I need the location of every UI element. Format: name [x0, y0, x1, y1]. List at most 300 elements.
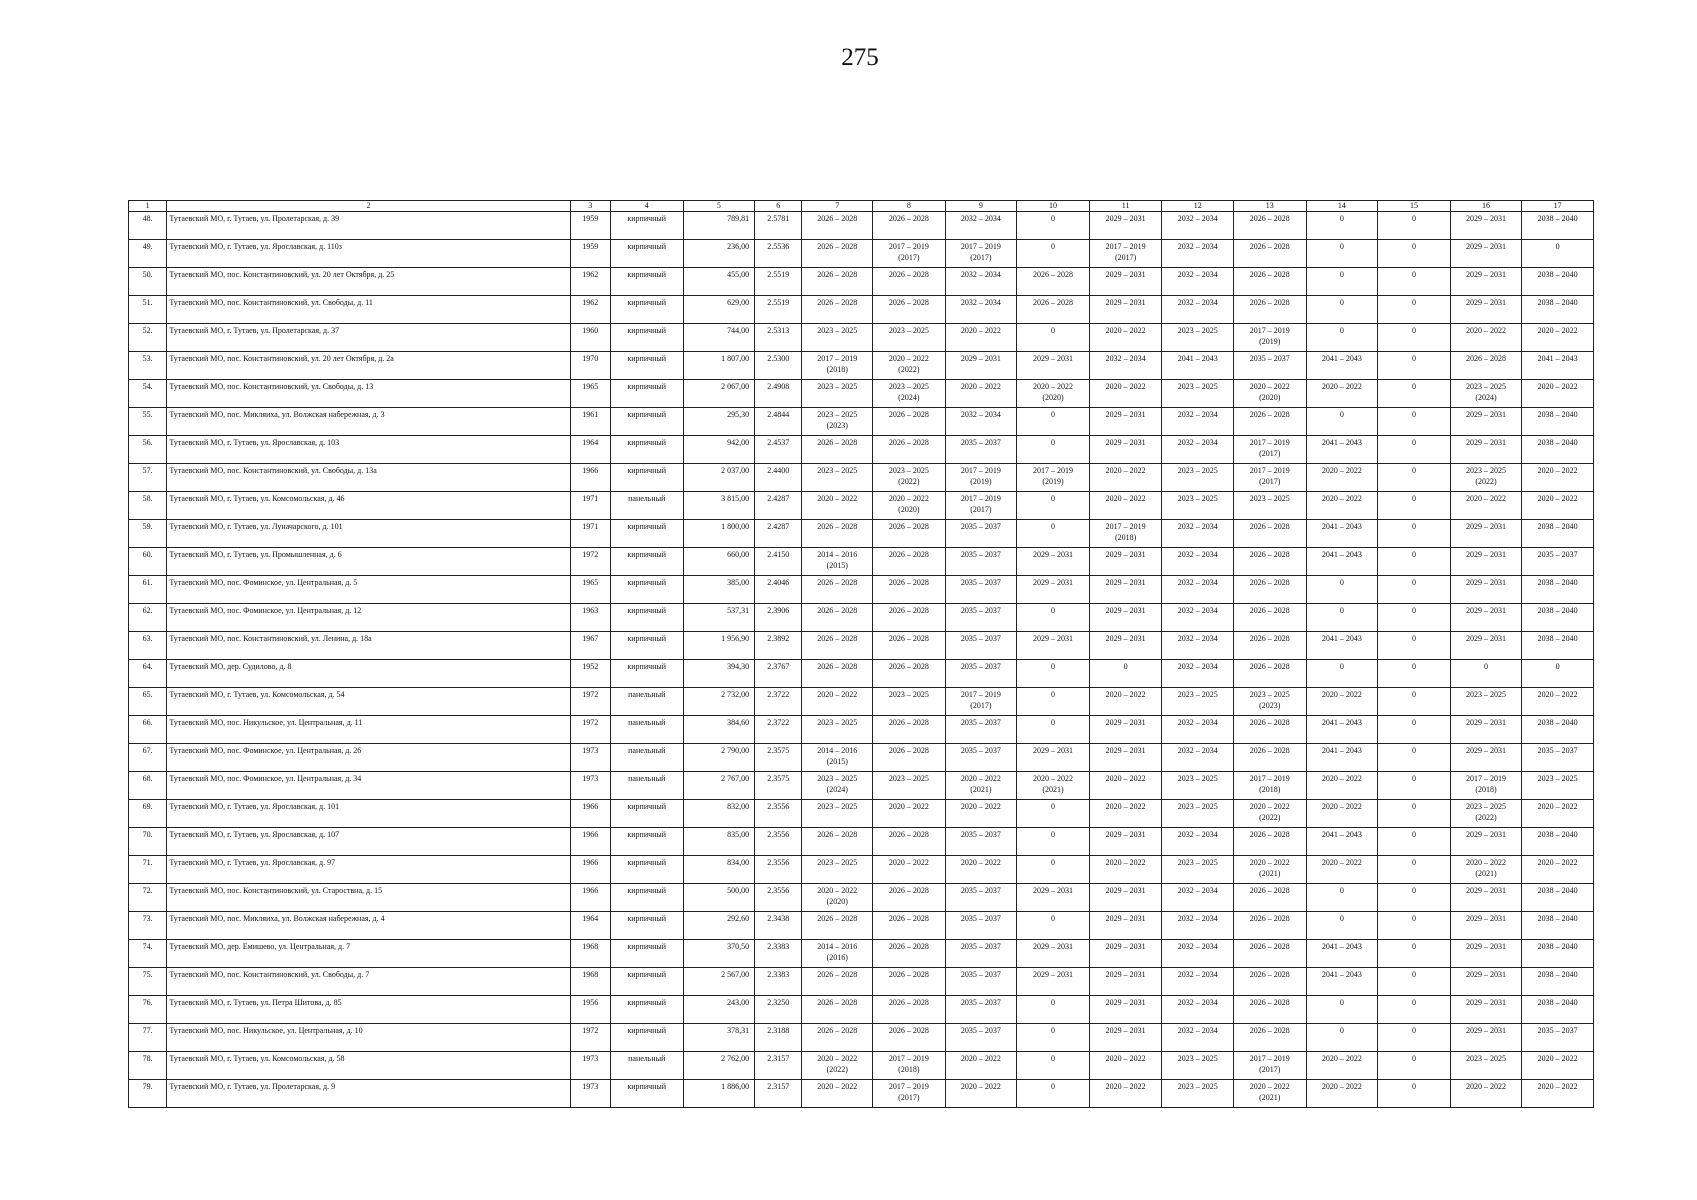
table-cell: 2020 – 2022 — [1089, 324, 1162, 352]
table-cell: 55. — [129, 408, 167, 436]
table-cell: 2020 – 2022 — [1522, 800, 1594, 828]
table-cell — [873, 240, 946, 268]
table-cell: 2029 – 2031 — [945, 352, 1017, 380]
table-cell: 2035 – 2037 — [945, 828, 1017, 856]
table-cell: 2026 – 2028 — [802, 436, 873, 464]
table-cell: 2029 – 2031 — [1089, 604, 1162, 632]
table-cell: 2026 – 2028 — [1233, 576, 1306, 604]
table-cell — [802, 884, 873, 912]
table-cell: 1972 — [570, 688, 610, 716]
cell-line: (2022) — [826, 1065, 848, 1074]
table-cell: 2026 – 2028 — [802, 212, 873, 240]
table-cell: 2.5519 — [755, 296, 802, 324]
table-cell: 0 — [1017, 688, 1090, 716]
table-cell: 2.3556 — [755, 856, 802, 884]
table-cell: 370,50 — [683, 940, 755, 968]
cell-line: 2020 – 2022 — [817, 886, 858, 895]
cell-line: 2020 – 2022 — [1033, 774, 1074, 783]
cell-line: 2017 – 2019 — [1249, 1054, 1290, 1063]
table-cell: 1956 — [570, 996, 610, 1024]
table-cell: 2032 – 2034 — [1162, 660, 1234, 688]
table-cell: Тутаевский МО, пос. Фоминское, ул. Центральная, д. 12 — [167, 604, 570, 632]
table-cell: 0 — [1378, 1024, 1451, 1052]
cell-line: (2018) — [1114, 533, 1137, 542]
table-cell: 2020 – 2022 — [1306, 1080, 1378, 1108]
table-row — [129, 772, 1594, 800]
table-cell: 2.4046 — [755, 576, 802, 604]
cell-line: (2017) — [1259, 477, 1281, 486]
table-cell — [802, 940, 873, 968]
table-cell: 1966 — [570, 464, 610, 492]
table-cell: 2023 – 2025 — [1450, 688, 1522, 716]
table-cell: 0 — [1306, 212, 1378, 240]
cell-line: (2017) — [1259, 1065, 1281, 1074]
table-cell: 0 — [1378, 968, 1451, 996]
table-cell: 2032 – 2034 — [1162, 296, 1234, 324]
table-row — [129, 576, 1594, 604]
table-cell: 2038 – 2040 — [1522, 520, 1594, 548]
table-cell: 0 — [1378, 324, 1451, 352]
table-cell: 2020 – 2022 — [1306, 856, 1378, 884]
cell-line: 2014 – 2016 — [817, 942, 858, 951]
table-cell — [1233, 380, 1306, 408]
table-cell — [802, 772, 873, 800]
table-cell: 2026 – 2028 — [1233, 968, 1306, 996]
table-cell: 2020 – 2022 — [1306, 464, 1378, 492]
table-cell: 2020 – 2022 — [1306, 688, 1378, 716]
cell-line: 2017 – 2019 — [1105, 242, 1146, 251]
cell-line: 2017 – 2019 — [817, 354, 858, 363]
table-cell: 1959 — [570, 240, 610, 268]
table-cell: 69. — [129, 800, 167, 828]
table-cell: 2020 – 2022 — [945, 380, 1017, 408]
table-cell: 0 — [1306, 996, 1378, 1024]
cell-line: (2018) — [898, 1065, 920, 1074]
table-row — [129, 464, 1594, 492]
table-cell: 2020 – 2022 — [1306, 772, 1378, 800]
cell-line: 2017 – 2019 — [1249, 438, 1290, 447]
table-cell: 2026 – 2028 — [873, 520, 946, 548]
table-cell — [873, 352, 946, 380]
table-cell: 2020 – 2022 — [802, 492, 873, 520]
table-cell: 2029 – 2031 — [1450, 716, 1522, 744]
table-row — [129, 968, 1594, 996]
table-cell: 2023 – 2025 — [802, 716, 873, 744]
table-cell: 2026 – 2028 — [873, 716, 946, 744]
table-row — [129, 716, 1594, 744]
table-cell: Тутаевский МО, пос. Константиновский, ул. Свободы, д. 11 — [167, 296, 570, 324]
table-cell: 2041 – 2043 — [1306, 716, 1378, 744]
table-cell: 0 — [1017, 240, 1090, 268]
table-cell: Тутаевский МО, г. Тутаев, ул. Ярославская, д. 103 — [167, 436, 570, 464]
table-cell: 2.4537 — [755, 436, 802, 464]
table-cell: Тутаевский МО, г. Тутаев, ул. Ярославская, д. 110з — [167, 240, 570, 268]
table-cell: 2035 – 2037 — [1522, 548, 1594, 576]
table-cell: 2020 – 2022 — [873, 800, 946, 828]
table-cell — [802, 744, 873, 772]
table-cell: Тутаевский МО, г. Тутаев, ул. Луначарского, д. 101 — [167, 520, 570, 548]
table-cell: 2026 – 2028 — [1233, 660, 1306, 688]
table-row — [129, 380, 1594, 408]
table-cell: 292,60 — [683, 912, 755, 940]
cell-line: 2017 – 2019 — [1249, 326, 1290, 335]
table-cell: 1971 — [570, 492, 610, 520]
table-cell: 2020 – 2022 — [1522, 492, 1594, 520]
table-cell: 2029 – 2031 — [1017, 940, 1090, 968]
table-cell: 77. — [129, 1024, 167, 1052]
table-cell: 1964 — [570, 912, 610, 940]
table-cell: 2020 – 2022 — [802, 1080, 873, 1108]
table-cell: 2.4844 — [755, 408, 802, 436]
table-cell: 0 — [1306, 884, 1378, 912]
table-row — [129, 436, 1594, 464]
table-row — [129, 828, 1594, 856]
table-cell: 51. — [129, 296, 167, 324]
table-cell: 2020 – 2022 — [1450, 324, 1522, 352]
table-cell: кирпичный — [610, 548, 683, 576]
table-cell: 2.3250 — [755, 996, 802, 1024]
table-cell: 2038 – 2040 — [1522, 604, 1594, 632]
table-cell: 0 — [1378, 212, 1451, 240]
table-cell: 2029 – 2031 — [1089, 296, 1162, 324]
table-row — [129, 884, 1594, 912]
table-cell: 2032 – 2034 — [1162, 912, 1234, 940]
table-cell: 1966 — [570, 800, 610, 828]
table-cell: кирпичный — [610, 240, 683, 268]
table-cell: кирпичный — [610, 408, 683, 436]
cell-line: 2020 – 2022 — [1249, 1082, 1290, 1091]
table-cell: Тутаевский МО, г. Тутаев, ул. Промышленная, д. 6 — [167, 548, 570, 576]
table-cell: 2029 – 2031 — [1450, 996, 1522, 1024]
table-cell: 0 — [1522, 240, 1594, 268]
table-cell: 2020 – 2022 — [945, 324, 1017, 352]
table-cell: 60. — [129, 548, 167, 576]
table-cell: 2026 – 2028 — [873, 436, 946, 464]
column-number-cell: 9 — [945, 201, 1017, 212]
table-cell — [1233, 856, 1306, 884]
cell-line: (2020) — [898, 505, 920, 514]
column-number-cell: 1 — [129, 201, 167, 212]
cell-line: 2023 – 2025 — [1466, 382, 1507, 391]
cell-line: 2017 – 2019 — [960, 494, 1001, 503]
table-cell: 2035 – 2037 — [945, 996, 1017, 1024]
table-cell — [945, 492, 1017, 520]
table-cell: 2026 – 2028 — [1017, 268, 1090, 296]
table-cell: 0 — [1089, 660, 1162, 688]
table-cell: 2035 – 2037 — [945, 744, 1017, 772]
cell-line: 2017 – 2019 — [1249, 774, 1290, 783]
table-cell: 2029 – 2031 — [1017, 352, 1090, 380]
table-cell: 1970 — [570, 352, 610, 380]
table-cell: 71. — [129, 856, 167, 884]
table-cell: 2026 – 2028 — [1233, 268, 1306, 296]
table-cell — [1233, 1052, 1306, 1080]
cell-line: 2017 – 2019 — [888, 1054, 929, 1063]
table-cell: 2 732,00 — [683, 688, 755, 716]
table-cell: Тутаевский МО, дер. Судилово, д. 8 — [167, 660, 570, 688]
table-cell — [1450, 772, 1522, 800]
table-cell: 2029 – 2031 — [1450, 604, 1522, 632]
table-cell: 2.3575 — [755, 772, 802, 800]
table-row — [129, 996, 1594, 1024]
table-cell: 0 — [1378, 688, 1451, 716]
table-cell: кирпичный — [610, 856, 683, 884]
table-cell: 2029 – 2031 — [1017, 744, 1090, 772]
table-cell: 2026 – 2028 — [802, 576, 873, 604]
table-cell: 1966 — [570, 856, 610, 884]
table-cell: 2032 – 2034 — [1162, 268, 1234, 296]
table-cell: 2029 – 2031 — [1089, 996, 1162, 1024]
table-cell: 942,00 — [683, 436, 755, 464]
table-cell: 2.3892 — [755, 632, 802, 660]
table-row — [129, 492, 1594, 520]
table-cell: 2026 – 2028 — [873, 212, 946, 240]
table-cell: 2026 – 2028 — [873, 996, 946, 1024]
table-cell: 2029 – 2031 — [1450, 828, 1522, 856]
cell-line: 2014 – 2016 — [817, 550, 858, 559]
table-cell: 56. — [129, 436, 167, 464]
table-cell: 2 767,00 — [683, 772, 755, 800]
table-cell: 2 037,00 — [683, 464, 755, 492]
table-cell: Тутаевский МО, г. Тутаев, ул. Пролетарская, д. 9 — [167, 1080, 570, 1108]
table-cell — [1233, 324, 1306, 352]
table-cell: 0 — [1017, 604, 1090, 632]
table-cell: 0 — [1017, 912, 1090, 940]
table-cell: Тутаевский МО, пос. Фоминское, ул. Центральная, д. 5 — [167, 576, 570, 604]
table-cell: 2038 – 2040 — [1522, 408, 1594, 436]
table-cell: 2026 – 2028 — [802, 632, 873, 660]
cell-line: (2017) — [970, 253, 992, 262]
table-cell: 236,00 — [683, 240, 755, 268]
table-cell — [945, 772, 1017, 800]
cell-line: (2019) — [1259, 337, 1281, 346]
table-cell: 2026 – 2028 — [873, 576, 946, 604]
table-cell: 2029 – 2031 — [1450, 296, 1522, 324]
table-cell: 2020 – 2022 — [945, 1080, 1017, 1108]
table-cell: панельный — [610, 716, 683, 744]
table-cell: 1965 — [570, 380, 610, 408]
table-cell: кирпичный — [610, 380, 683, 408]
table-cell: 2026 – 2028 — [1233, 1024, 1306, 1052]
column-number-cell: 3 — [570, 201, 610, 212]
column-number-cell: 13 — [1233, 201, 1306, 212]
table-cell: 1971 — [570, 520, 610, 548]
table-cell — [873, 1080, 946, 1108]
table-cell: кирпичный — [610, 996, 683, 1024]
table-cell: кирпичный — [610, 632, 683, 660]
table-cell: 2023 – 2025 — [873, 324, 946, 352]
table-row — [129, 940, 1594, 968]
table-cell: 0 — [1306, 604, 1378, 632]
table-cell: 2035 – 2037 — [945, 940, 1017, 968]
cell-line: 2020 – 2022 — [1249, 382, 1290, 391]
table-cell: 2023 – 2025 — [1162, 464, 1234, 492]
table-cell: 2020 – 2022 — [1522, 688, 1594, 716]
table-cell: 2026 – 2028 — [1233, 548, 1306, 576]
cell-line: (2018) — [1475, 785, 1497, 794]
table-cell — [1233, 464, 1306, 492]
cell-line: 2023 – 2025 — [1249, 690, 1290, 699]
table-cell: 2.3157 — [755, 1052, 802, 1080]
table-cell: 72. — [129, 884, 167, 912]
table-cell: 2029 – 2031 — [1017, 632, 1090, 660]
table-cell: 2029 – 2031 — [1089, 828, 1162, 856]
cell-line: 2017 – 2019 — [888, 1082, 929, 1091]
table-cell: 2029 – 2031 — [1450, 436, 1522, 464]
table-cell: 49. — [129, 240, 167, 268]
table-cell: 65. — [129, 688, 167, 716]
table-cell: 0 — [1017, 828, 1090, 856]
table-cell: 2.3556 — [755, 800, 802, 828]
table-cell: Тутаевский МО, дер. Емишево, ул. Центральная, д. 7 — [167, 940, 570, 968]
cell-line: 2020 – 2022 — [960, 774, 1001, 783]
column-number-cell: 17 — [1522, 201, 1594, 212]
table-cell: Тутаевский МО, г. Тутаев, ул. Пролетарская, д. 37 — [167, 324, 570, 352]
cell-line: (2018) — [1259, 785, 1281, 794]
table-cell: 0 — [1017, 856, 1090, 884]
table-cell: 2023 – 2025 — [802, 856, 873, 884]
table-cell: Тутаевский МО, пос. Константиновский, ул. Староствна, д. 15 — [167, 884, 570, 912]
table-cell: кирпичный — [610, 576, 683, 604]
table-cell: 2020 – 2022 — [1089, 800, 1162, 828]
table-cell: Тутаевский МО, г. Тутаев, ул. Комсомольская, д. 54 — [167, 688, 570, 716]
table-cell: 2.4400 — [755, 464, 802, 492]
table-cell: 1964 — [570, 436, 610, 464]
table-cell: 2026 – 2028 — [1233, 912, 1306, 940]
table-cell: 0 — [1017, 996, 1090, 1024]
table-cell: 2038 – 2040 — [1522, 268, 1594, 296]
table-cell: 2026 – 2028 — [802, 268, 873, 296]
table-row — [129, 604, 1594, 632]
table-cell: 2.5536 — [755, 240, 802, 268]
table-row — [129, 632, 1594, 660]
table-cell: кирпичный — [610, 1080, 683, 1108]
table-cell: 2026 – 2028 — [1233, 296, 1306, 324]
table-cell: 2.3556 — [755, 828, 802, 856]
cell-line: (2018) — [826, 365, 848, 374]
table-cell: 0 — [1017, 1024, 1090, 1052]
table-cell: Тутаевский МО, пос. Константиновский, ул. Свободы, д. 13а — [167, 464, 570, 492]
table-cell: 2035 – 2037 — [945, 632, 1017, 660]
table-row — [129, 520, 1594, 548]
table-cell: 2029 – 2031 — [1450, 240, 1522, 268]
cell-line: (2017) — [970, 701, 992, 710]
cell-line: (2021) — [1042, 785, 1064, 794]
table-cell: 2023 – 2025 — [1162, 1080, 1234, 1108]
table-cell: 2020 – 2022 — [1089, 772, 1162, 800]
table-cell: 0 — [1017, 800, 1090, 828]
cell-line: (2024) — [898, 393, 920, 402]
table-cell: 2035 – 2037 — [945, 716, 1017, 744]
table-cell: 2.3722 — [755, 688, 802, 716]
table-cell: 1972 — [570, 548, 610, 576]
table-cell: 0 — [1306, 324, 1378, 352]
table-cell: 2026 – 2028 — [1233, 940, 1306, 968]
table-cell: 2041 – 2043 — [1522, 352, 1594, 380]
table-cell: 660,00 — [683, 548, 755, 576]
table-cell: 0 — [1378, 828, 1451, 856]
table-cell: 2029 – 2031 — [1450, 940, 1522, 968]
column-number-cell: 15 — [1378, 201, 1451, 212]
table-cell: 74. — [129, 940, 167, 968]
table-cell: 2032 – 2034 — [1162, 520, 1234, 548]
table-cell — [1450, 856, 1522, 884]
column-number-row — [129, 201, 1594, 212]
table-cell: 2029 – 2031 — [1450, 212, 1522, 240]
table-cell — [873, 1052, 946, 1080]
table-cell: 2026 – 2028 — [1233, 604, 1306, 632]
table-cell: 2038 – 2040 — [1522, 296, 1594, 324]
table-cell: 2020 – 2022 — [1306, 1052, 1378, 1080]
table-cell: 2035 – 2037 — [945, 520, 1017, 548]
table-cell: 2035 – 2037 — [945, 576, 1017, 604]
table-body — [129, 201, 1594, 1108]
table-cell: 2029 – 2031 — [1089, 1024, 1162, 1052]
table-cell: 2032 – 2034 — [1162, 884, 1234, 912]
table-cell: 2.5519 — [755, 268, 802, 296]
table-cell: кирпичный — [610, 464, 683, 492]
table-cell: 2029 – 2031 — [1017, 968, 1090, 996]
table-cell: 295,30 — [683, 408, 755, 436]
table-cell: 2023 – 2025 — [1522, 772, 1594, 800]
table-cell: 1959 — [570, 212, 610, 240]
table-cell — [1017, 380, 1090, 408]
column-number-cell: 8 — [873, 201, 946, 212]
cell-line: (2021) — [1259, 1093, 1281, 1102]
cell-line: 2023 – 2025 — [1466, 802, 1507, 811]
table-cell: 2035 – 2037 — [945, 968, 1017, 996]
table-cell: 0 — [1378, 352, 1451, 380]
table-cell: 1 800,00 — [683, 520, 755, 548]
cell-line: 2017 – 2019 — [1033, 466, 1074, 475]
cell-line: (2019) — [970, 477, 992, 486]
table-cell: 0 — [1378, 856, 1451, 884]
table-cell: 0 — [1378, 800, 1451, 828]
table-cell: 66. — [129, 716, 167, 744]
table-cell: 2029 – 2031 — [1450, 1024, 1522, 1052]
table-cell: 0 — [1306, 268, 1378, 296]
table-cell: 2026 – 2028 — [1233, 212, 1306, 240]
cell-line: (2020) — [1042, 393, 1064, 402]
cell-line: 2017 – 2019 — [1466, 774, 1507, 783]
table-cell — [1450, 800, 1522, 828]
table-cell: 0 — [1378, 548, 1451, 576]
table-cell: панельный — [610, 772, 683, 800]
cell-line: 2020 – 2022 — [1466, 858, 1507, 867]
cell-line: (2015) — [826, 757, 848, 766]
table-cell: кирпичный — [610, 352, 683, 380]
table-cell: 70. — [129, 828, 167, 856]
cell-line: (2019) — [1042, 477, 1064, 486]
table-cell: 2032 – 2034 — [1162, 240, 1234, 268]
table-cell: 2026 – 2028 — [802, 968, 873, 996]
cell-line: 2023 – 2025 — [888, 466, 929, 475]
cell-line: 2020 – 2022 — [888, 494, 929, 503]
table-cell: 629,00 — [683, 296, 755, 324]
table-cell: 1972 — [570, 1024, 610, 1052]
table-cell: 537,31 — [683, 604, 755, 632]
table-cell — [873, 492, 946, 520]
table-cell — [802, 1052, 873, 1080]
table-cell: 2029 – 2031 — [1089, 548, 1162, 576]
table-cell: 2035 – 2037 — [945, 912, 1017, 940]
table-cell: 2029 – 2031 — [1450, 968, 1522, 996]
table-cell: 67. — [129, 744, 167, 772]
table-cell: 62. — [129, 604, 167, 632]
table-cell: Тутаевский МО, г. Тутаев, ул. Комсомольская, д. 58 — [167, 1052, 570, 1080]
column-number-cell: 2 — [167, 201, 570, 212]
table-cell: 2038 – 2040 — [1522, 576, 1594, 604]
